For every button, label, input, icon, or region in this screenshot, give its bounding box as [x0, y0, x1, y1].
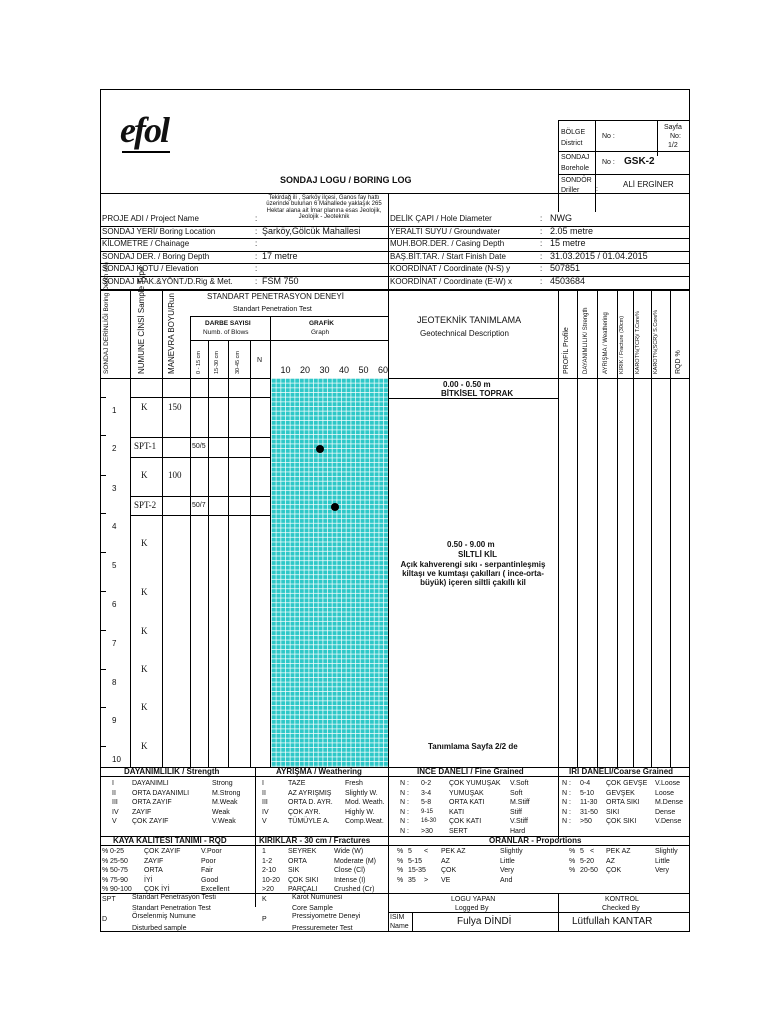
fine-en: Hard: [510, 827, 526, 835]
prop-pct: %: [569, 857, 576, 865]
coarse-tr: SIKI: [606, 808, 620, 816]
coarse-en: V.Dense: [655, 818, 682, 825]
fine-range: >30: [421, 827, 433, 835]
depth-tick: [100, 591, 106, 592]
strength-en: Weak: [212, 808, 230, 816]
sondaj-label: SONDAJ: [561, 154, 590, 161]
rqd-range: 25-50: [110, 857, 128, 865]
prop-pct: %: [569, 848, 576, 855]
coarse-range: >50: [580, 818, 592, 825]
p-desc: Pressiyometre Deneyi: [292, 913, 361, 920]
fracture-en: Close (Cl): [334, 867, 366, 874]
geo-title: JEOTEKNİK TANIMLAMA: [417, 315, 522, 325]
bolge-label: BÖLGE: [561, 129, 586, 136]
sample-type: SPT-1: [134, 441, 157, 451]
blows-subtitle: Numb. of Blows: [203, 329, 249, 336]
spt-title: STANDART PENETRASYON DENEYİ: [207, 292, 344, 301]
rqd-range: 0-25: [110, 848, 125, 855]
weathering-en: Slightly W.: [345, 789, 378, 797]
weathering-tr: TÜMÜYLE A.: [288, 818, 330, 825]
prop-sign: >: [424, 876, 429, 884]
layer2-depth: 0.50 - 9.00 m: [447, 540, 495, 549]
info-sep: :: [540, 239, 543, 249]
depth-tick: [100, 475, 106, 476]
fine-en: Stiff: [510, 808, 522, 816]
strength-title: DAYANIMLILIK / Strength: [124, 767, 220, 776]
fine-n: N :: [400, 789, 409, 797]
layer1-name: BİTKİSEL TOPRAK: [441, 389, 514, 398]
prop-pct: %: [569, 867, 576, 874]
rqd-tr: İYİ: [144, 876, 153, 884]
fine-range: 5-8: [421, 799, 432, 806]
graph-subtitle: Graph: [311, 329, 330, 336]
weathering-en: Highly W.: [345, 808, 375, 816]
info-value: 31.03.2015 / 01.04.2015: [550, 250, 648, 261]
sayfa-label: Sayfa: [664, 124, 682, 131]
prop-tr: ÇOK: [606, 867, 622, 874]
isim-label: İSİM: [390, 914, 405, 921]
fine-tr: ORTA KATI: [449, 799, 485, 806]
fracture-title: KIRIKLAR - 30 cm / Fractures: [259, 836, 371, 845]
sayfa-value: 1/2: [668, 142, 678, 149]
driller-sep: :: [596, 186, 598, 193]
strength-en: M.Strong: [212, 789, 241, 797]
rqd-en: Excellent: [201, 886, 230, 893]
weathering-code: II: [262, 789, 266, 797]
depth-tick: [100, 435, 106, 436]
prop-pct: %: [397, 867, 404, 874]
coarse-n: N :: [562, 818, 571, 825]
depth-label: 10: [112, 755, 121, 764]
strength-tr: ORTA DAYANIMLI: [132, 789, 190, 797]
fracture-tr: ÇOK SIKI: [288, 876, 319, 884]
fine-n: N :: [400, 780, 409, 787]
coarse-tr: ORTA SIKI: [606, 799, 640, 806]
depth-tick: [100, 669, 106, 670]
prop-tr: AZ: [441, 857, 450, 865]
sayfa-no-label: No:: [670, 133, 681, 140]
sample-type: K: [141, 664, 148, 674]
fracture-count: 10-20: [262, 876, 280, 884]
sample-row-line: [130, 437, 271, 438]
rqd-pct: %: [102, 886, 109, 893]
sample-row-line: [130, 397, 271, 398]
rqd-tr: ZAYIF: [144, 857, 164, 865]
blows-30-45-header: 30-45 cm: [235, 351, 241, 374]
weathering-code: IV: [262, 808, 269, 816]
info-label: DELİK ÇAPI / Hole Diameter: [390, 214, 492, 223]
info-label: MUH.BOR.DER. / Casing Depth: [390, 239, 505, 249]
d-abbr: D: [102, 916, 108, 923]
info-sep: :: [540, 251, 543, 261]
sondor-label: SONDÖR: [561, 177, 592, 184]
strength-column-header: DAYANIMLILIK/ Strength: [583, 307, 589, 374]
depth-tick: [100, 552, 106, 553]
fine-range: 0-2: [421, 780, 432, 787]
rqd-title: KAYA KALİTESİ TANIMI - RQD: [113, 836, 227, 845]
fine-title: İNCE DANELİ / Fine Grained: [417, 767, 524, 776]
depth-column-header: SONDAJ DERİNLİĞİ Boring Depth (m): [103, 262, 110, 374]
coarse-tr: GEVŞEK: [606, 789, 635, 797]
sample-type: K: [141, 626, 148, 636]
strength-tr: ZAYIF: [132, 808, 152, 816]
coarse-range: 5-10: [580, 789, 595, 797]
coarse-range: 11-30: [580, 799, 598, 806]
depth-label: 5: [112, 561, 117, 570]
info-label: SONDAJ DER. / Boring Depth: [102, 251, 210, 261]
fracture-count: 2-10: [262, 867, 277, 874]
fracture-en: Moderate (M): [334, 857, 377, 865]
info-label: SONDAJ YERİ/ Boring Location: [102, 226, 216, 236]
rqd-en: Good: [201, 876, 219, 884]
prop-range: 35: [408, 876, 416, 884]
prop-en: Very: [500, 867, 515, 874]
graph-tick-label: 50: [358, 365, 369, 375]
fracture-en: Crushed (Cr): [334, 886, 375, 893]
fine-tr: SERT: [449, 827, 468, 835]
prop-tr: PEK AZ: [606, 848, 631, 855]
prop-en: Little: [500, 857, 515, 865]
strength-tr: DAYANIMLI: [132, 780, 169, 787]
fracture-count: 1-2: [262, 857, 273, 865]
coarse-en: Loose: [655, 789, 675, 797]
depth-label: 9: [112, 716, 117, 725]
fine-n: N :: [400, 799, 409, 806]
fracture-tr: SIK: [288, 867, 300, 874]
info-label: BAŞ.BİT.TAR. / Start Finish Date: [390, 251, 506, 261]
blow-count: 50/7: [192, 502, 206, 509]
tcr-column-header: KAROT%(TCR)/ T.Core%: [635, 311, 641, 374]
fracture-tr: SEYREK: [288, 848, 317, 855]
coarse-title: İRİ DANELİ/Coarse Grained: [569, 767, 674, 776]
sample-row-line: [130, 457, 271, 458]
info-sep: :: [255, 214, 258, 223]
prop-pct: %: [397, 848, 404, 855]
run-length: 100: [168, 470, 182, 480]
sample-type: K: [141, 402, 148, 412]
rqd-pct: %: [102, 857, 109, 865]
info-label: PROJE ADI / Project Name: [102, 214, 199, 223]
info-sep: :: [540, 277, 543, 286]
fine-en: V.Stiff: [510, 818, 528, 825]
coarse-en: Dense: [655, 808, 676, 816]
depth-tick: [100, 746, 106, 747]
weathering-en: Comp.Weat.: [345, 818, 384, 825]
company-logo: efol: [120, 110, 168, 150]
strength-en: V.Weak: [212, 818, 236, 825]
coarse-n: N :: [562, 799, 571, 806]
fine-tr: ÇOK YUMUŞAK: [449, 780, 501, 787]
run-column-header: MANEVRA BOYU/Run: [167, 293, 176, 374]
sample-type: SPT-2: [134, 500, 157, 510]
p-abbr: P: [262, 916, 267, 923]
coarse-n: N :: [562, 780, 571, 787]
fracture-en: Intense (I): [334, 876, 366, 884]
rqd-pct: %: [102, 848, 109, 855]
rqd-tr: ORTA: [144, 867, 163, 874]
sample-type: K: [141, 741, 148, 751]
fine-en: M.Stiff: [510, 799, 530, 806]
fine-tr: YUMUŞAK: [449, 789, 484, 797]
rqd-range: 50-75: [110, 867, 128, 874]
coarse-en: V.Loose: [655, 780, 681, 787]
fine-en: V.Soft: [510, 780, 529, 787]
depth-tick: [100, 513, 106, 514]
rqd-tr: ÇOK ZAYIF: [144, 848, 181, 855]
fine-tr: KATI: [449, 808, 465, 816]
spt-subtitle: Standart Penetration Test: [233, 306, 312, 313]
depth-label: 2: [112, 444, 117, 453]
fracture-count: >20: [262, 886, 274, 893]
layer2-description: Açık kahverengi sıkı - serpantinleşmiş kiltaşı ve kumtaşı çakılları ( ince-orta-büyük) içeren siltli çakıllı kil: [400, 560, 546, 587]
rqd-tr: ÇOK İYİ: [144, 886, 170, 893]
fine-n: N :: [400, 827, 409, 835]
strength-en: Strong: [212, 780, 233, 787]
weathering-tr: TAZE: [288, 780, 306, 787]
coarse-range: 31-50: [580, 808, 598, 816]
sample-row-line: [130, 496, 271, 497]
district-no-label: No :: [602, 133, 615, 140]
blow-count: 50/5: [192, 443, 206, 450]
weathering-code: I: [262, 780, 264, 787]
n-header: N: [257, 357, 263, 364]
run-length: 150: [168, 402, 182, 412]
sample-type-column-header: NUMUNE CİNSİ Sample Type: [137, 266, 146, 374]
prop-range: 5: [580, 848, 584, 855]
k-desc: Karot Numunesi: [292, 894, 343, 901]
fine-range: 3-4: [421, 789, 432, 797]
strength-code: I: [112, 780, 114, 787]
prop-tr: ÇOK: [441, 867, 457, 874]
rqd-column-header: RQD %: [675, 350, 682, 374]
fine-range: 9-15: [421, 808, 434, 815]
info-value: 17 metre: [262, 250, 298, 261]
name-label: Name: [390, 923, 409, 930]
prop-en: Very: [655, 867, 670, 874]
prop-sign: <: [590, 848, 595, 855]
p-en: Pressuremeter Test: [292, 925, 353, 932]
proportions-title: ORANLAR - Proportions: [489, 836, 582, 845]
depth-tick: [100, 397, 106, 398]
weathering-column-header: AYRIŞMA / Weathering: [603, 312, 609, 374]
fracture-tr: ORTA: [288, 857, 307, 865]
fine-en: Soft: [510, 789, 523, 797]
prop-en: And: [500, 876, 513, 884]
info-sep: :: [255, 251, 258, 261]
strength-code: V: [112, 818, 117, 825]
coarse-tr: ÇOK GEVŞE: [606, 780, 648, 787]
checked-by-label: KONTROL: [605, 896, 639, 903]
info-sep: :: [540, 214, 543, 223]
strength-en: M.Weak: [212, 799, 238, 806]
borehole-no-label: No :: [602, 159, 615, 166]
info-value: 507851: [550, 263, 581, 274]
blows-15-30-header: 15-30 cm: [214, 351, 220, 374]
checked-by-en: Checked By: [602, 905, 640, 912]
logged-by-en: Logged By: [455, 905, 489, 912]
depth-tick: [100, 707, 106, 708]
rqd-en: Poor: [201, 857, 216, 865]
info-label: SONDAJ MAK.&YÖNT./D.Rig & Met.: [102, 277, 233, 286]
rqd-range: 75-90: [110, 876, 128, 884]
layer1-depth: 0.00 - 0.50 m: [443, 380, 491, 389]
weathering-code: V: [262, 818, 267, 825]
strength-code: III: [112, 799, 118, 806]
fracture-count: 1: [262, 848, 266, 855]
coarse-n: N :: [562, 789, 571, 797]
info-sep: :: [540, 226, 543, 236]
info-sep: :: [255, 239, 258, 249]
info-value: 15 metre: [550, 238, 586, 249]
sample-type: K: [141, 702, 148, 712]
layer2-name: SİLTLİ KİL: [458, 550, 497, 559]
spt-graph-grid: [271, 378, 388, 767]
strength-tr: ORTA ZAYIF: [132, 799, 172, 806]
weathering-code: III: [262, 799, 268, 806]
strength-code: II: [112, 789, 116, 797]
depth-label: 1: [112, 406, 117, 415]
depth-label: 7: [112, 639, 117, 648]
coarse-en: M.Dense: [655, 799, 684, 806]
prop-tr: PEK AZ: [441, 848, 466, 855]
info-sep: :: [540, 264, 543, 274]
info-label: SONDAJ KOTU / Elevation: [102, 264, 199, 274]
sample-type: K: [141, 470, 148, 480]
prop-tr: VE: [441, 876, 451, 884]
driller-name: ALİ ERGİNER: [623, 180, 674, 189]
driller-label: Driller: [561, 187, 580, 194]
prop-range: 5-20: [580, 857, 595, 865]
district-label: District: [561, 140, 583, 147]
fracture-tr: PARÇALI: [288, 886, 318, 893]
prop-en: Little: [655, 857, 670, 865]
description-continued: Tanımlama Sayfa 2/2 de: [428, 742, 518, 751]
depth-label: 6: [112, 600, 117, 609]
rqd-en: V.Poor: [201, 848, 222, 855]
spt-desc: Standart Penetrasyon Testi: [132, 894, 216, 901]
info-sep: :: [255, 226, 258, 236]
k-abbr: K: [262, 896, 267, 903]
logo-underline: [122, 151, 170, 153]
sample-type: K: [141, 587, 148, 597]
info-value: Şarköy,Gölcük Mahallesi: [262, 225, 361, 236]
checked-by-name: Lütfullah KANTAR: [572, 916, 653, 927]
depth-label: 3: [112, 484, 117, 493]
info-value: 4503684: [550, 276, 586, 286]
spt-point: [316, 445, 324, 453]
spt-en: Standart Penetration Test: [132, 905, 211, 912]
strength-code: IV: [112, 808, 119, 816]
rqd-pct: %: [102, 867, 109, 874]
weathering-tr: AZ AYRIŞMIŞ: [288, 789, 332, 797]
prop-en: Slightly: [655, 848, 678, 855]
info-label: KİLOMETRE / Chainage: [102, 239, 190, 249]
prop-en: Slightly: [500, 848, 523, 855]
graph-tick-label: 10: [280, 365, 291, 375]
info-sep: :: [255, 277, 258, 286]
profile-column-header: PROFİL Profile: [563, 327, 570, 374]
geo-subtitle: Geotechnical Description: [420, 329, 509, 338]
fine-range: 16-30: [421, 818, 437, 824]
prop-pct: %: [397, 857, 404, 865]
project-note: Tekirdağ ili , Şarköy ilçesi, Ganos fay hattı üzerinde bulunan 6 Mahallede yaklaşık 265 Hektar alana ait İmar planına esas Jeolojik, Jeolojik - Jeoteknik: [266, 195, 382, 220]
info-value: NWG: [550, 213, 572, 223]
strength-tr: ÇOK ZAYIF: [132, 818, 169, 825]
depth-label: 8: [112, 678, 117, 687]
borehole-label: Borehole: [561, 165, 590, 172]
prop-range: 5: [408, 848, 412, 855]
rqd-range: 90-100: [110, 886, 132, 893]
weathering-title: AYRIŞMA / Weathering: [276, 767, 362, 776]
prop-range: 5-15: [408, 857, 423, 865]
weathering-tr: ÇOK AYR.: [288, 808, 321, 816]
page-title: SONDAJ LOGU / BORING LOG: [280, 175, 412, 185]
fine-tr: ÇOK KATI: [449, 818, 482, 825]
spt-abbr: SPT: [102, 896, 116, 903]
info-label: KOORDİNAT / Coordinate (E-W) x: [390, 277, 512, 286]
d-en: Disturbed sample: [132, 925, 187, 932]
prop-pct: %: [397, 876, 404, 884]
info-value: 2.05 metre: [550, 225, 594, 236]
depth-label: 4: [112, 522, 117, 531]
borehole-number: GSK-2: [624, 156, 655, 167]
prop-tr: AZ: [606, 857, 615, 865]
coarse-range: 0-4: [580, 780, 591, 787]
d-desc: Örselenmiş Numune: [132, 913, 196, 920]
sample-row-line: [130, 515, 271, 516]
blows-title: DARBE SAYISI: [205, 320, 251, 327]
graph-tick-label: 60: [378, 365, 389, 375]
fracture-column-header: KIRIK / Fracture (30cm): [619, 315, 625, 374]
logged-by-name: Fulya DİNDİ: [457, 916, 512, 927]
coarse-n: N :: [562, 808, 571, 816]
graph-tick-label: 30: [319, 365, 330, 375]
coarse-tr: ÇOK SIKI: [606, 818, 637, 825]
logged-by-label: LOGU YAPAN: [451, 896, 496, 903]
graph-tick-label: 20: [300, 365, 311, 375]
scr-column-header: KAROT%(SCR)/ S.Core%: [653, 309, 659, 374]
graph-title: GRAFİK: [309, 320, 334, 327]
prop-range: 20-50: [580, 867, 598, 874]
blows-0-15-header: 0 - 15 cm: [196, 351, 202, 374]
prop-range: 15-35: [408, 867, 426, 874]
depth-tick: [100, 630, 106, 631]
weathering-en: Fresh: [345, 780, 363, 787]
info-value: FSM 750: [262, 276, 299, 286]
weathering-en: Mod. Weath.: [345, 799, 385, 806]
fracture-en: Wide (W): [334, 848, 364, 855]
sample-type: K: [141, 538, 148, 548]
info-label: KOORDİNAT / Coordinate (N-S) y: [390, 264, 511, 274]
graph-tick-label: 40: [339, 365, 350, 375]
weathering-tr: ORTA D. AYR.: [288, 799, 333, 806]
prop-sign: <: [424, 848, 429, 855]
k-en: Core Sample: [292, 905, 333, 912]
fine-n: N :: [400, 808, 409, 816]
rqd-en: Fair: [201, 867, 214, 874]
info-sep: :: [255, 264, 258, 274]
info-label: YERALTI SUYU / Groundwater: [390, 226, 501, 236]
rqd-pct: %: [102, 876, 109, 884]
fine-n: N :: [400, 818, 409, 825]
